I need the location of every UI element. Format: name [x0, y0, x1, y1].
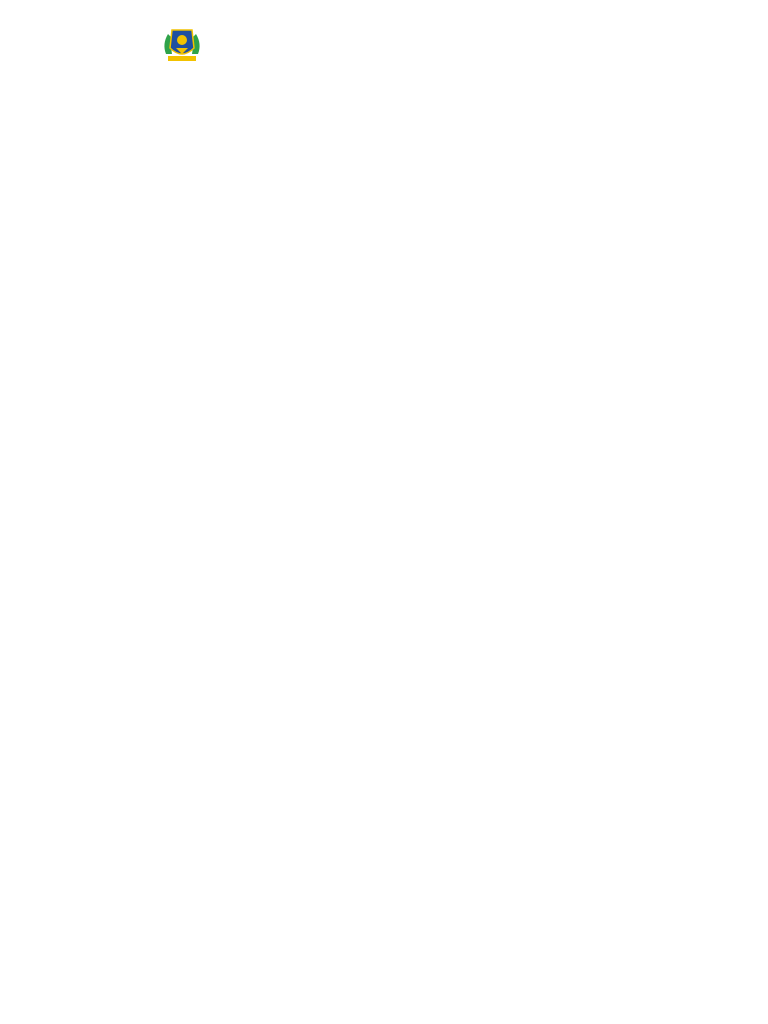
page-gap — [0, 520, 768, 556]
page-header — [0, 0, 768, 68]
shield-logo-icon — [160, 24, 204, 64]
